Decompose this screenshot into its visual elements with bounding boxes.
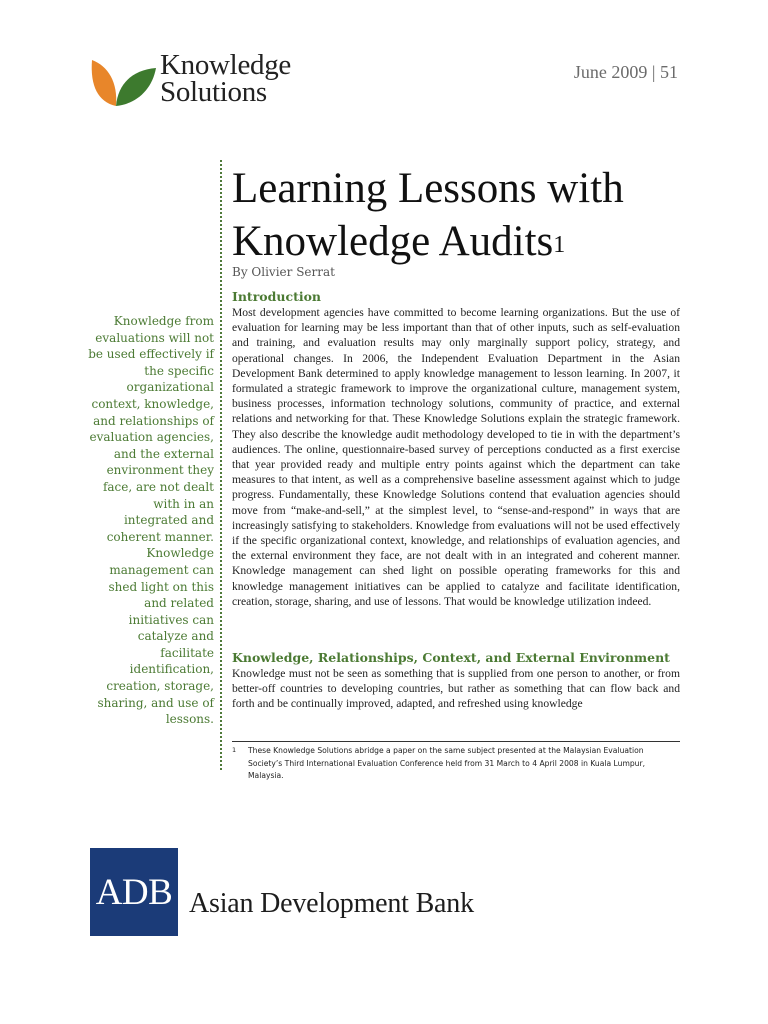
section-heading-knowledge: Knowledge, Relationships, Context, and External Environment	[232, 650, 670, 665]
logo-text-line2: Solutions	[160, 76, 267, 108]
section-body-introduction: Most development agencies have committed to become learning organizations. But the use of evaluation for learning may be less important than that of other inputs, such as self-evaluation and training, and evaluation results may only marginally support policy, strategy, and operational changes. In 2006, the Independent Evaluation Department in the Asian Development Bank determined to apply knowledge management to lesson learning. In 2007, it formulated a strategic framework to improve the organizational culture, management system, business processes, information technology solutions, community of practice, and external relations and networking for that. These Knowledge Solutions explain the strategic framework. They also describe the knowledge audit methodology developed to tie in with the department’s audiences. The online, questionnaire-based survey of perceptions conducted as a first exercise that year provided ready and multiple entry points against which the department can take measures to that intent, as well as a comprehensive baseline assessment against which to judge progress. Fundamentally, these Knowledge Solutions contend that evaluation agencies should move from “make-and-sell,” at the simplest level, to “sense-and-respond” in ways that are increasingly satisfying to stakeholders. Knowledge from evaluations will not be used effectively if the specific organizational context, knowledge, and relationships of evaluation agencies, and the external environment they face, are not dealt with in an integrated and coherent manner. Knowledge management can shed light on possible operating frameworks for this and knowledge management initiatives can be applied to catalyze and facilitate identification, creation, storage, sharing, and use of lessons. That would be knowledge utilization indeed.	[232, 306, 680, 608]
knowledge-solutions-logo	[88, 49, 318, 112]
footnote-number: 1	[232, 746, 237, 754]
adb-name: Asian Development Bank	[189, 888, 474, 919]
byline: By Olivier Serrat	[232, 265, 335, 279]
section-heading-introduction: Introduction	[232, 289, 322, 304]
adb-logo: ADB	[90, 848, 178, 936]
section-body-knowledge: Knowledge must not be seen as something that is supplied from one person to another, or from better-off countries to developing countries, but rather as something that can flow back and forth and be continually improved, adapted, and refreshed using knowledge	[232, 667, 680, 711]
footnote-text: These Knowledge Solutions abridge a paper on the same subject presented at the Malaysian Evaluation Society’s Third International Evaluation Conference held from 31 March to 4 April 2008 in Kuala Lumpur, Malaysia.	[248, 746, 646, 780]
leaf-icon	[88, 54, 158, 110]
footnote	[232, 745, 672, 783]
title-footnote-mark[interactable]: 1	[553, 232, 566, 258]
page-title	[232, 162, 692, 268]
title-text: Learning Lessons with Knowledge Audits	[232, 165, 624, 265]
footnote-rule	[232, 741, 680, 742]
dotted-divider	[220, 160, 222, 770]
logo-text-line1: Knowledge	[160, 49, 291, 81]
pull-quote: Knowledge from evaluations will not be used effectively if the specific organizational context, knowledge, and relationships of evaluation agencies, and the external environment they face, are not dealt with in an integrated and coherent manner. Knowledge management can shed light on this and related initiatives can catalyze and facilitate identification, creation, storage, sharing, and use of lessons.	[88, 314, 214, 727]
issue-label: June 2009 | 51	[573, 62, 678, 82]
